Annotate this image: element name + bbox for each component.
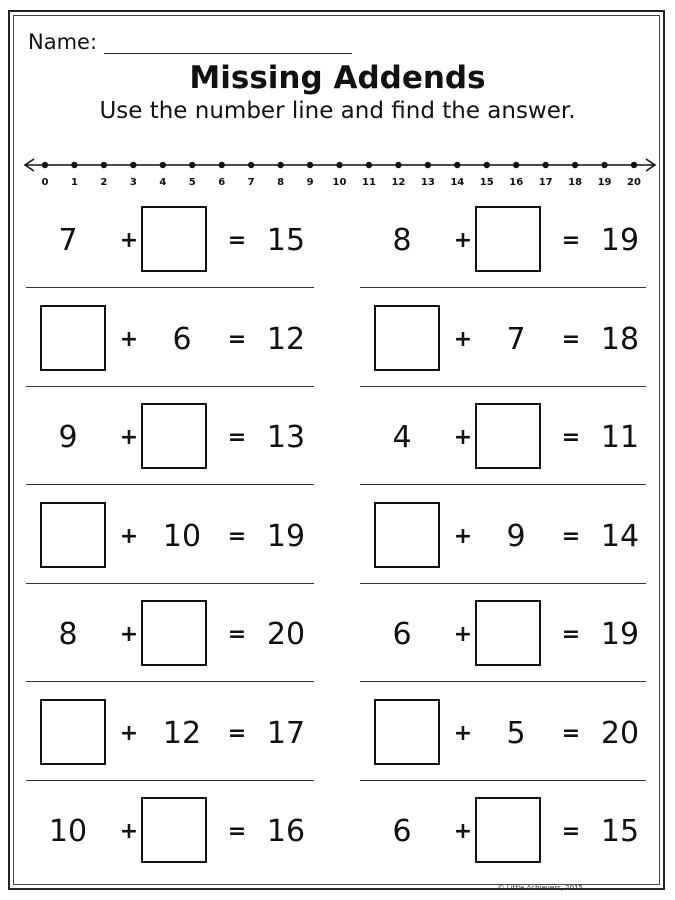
addend: 6 (392, 617, 412, 652)
addend: 9 (58, 420, 78, 455)
sum: 11 (600, 420, 640, 455)
number-line-dot (601, 162, 607, 168)
equals-sign: = (227, 425, 247, 450)
answer-box[interactable] (475, 403, 541, 469)
plus-sign: + (119, 425, 139, 450)
sum: 20 (600, 715, 640, 751)
row-divider (360, 484, 646, 485)
problem (28, 405, 318, 475)
sum: 17 (266, 715, 306, 751)
plus-sign: + (119, 622, 139, 647)
sum: 20 (266, 617, 306, 652)
problem (28, 208, 318, 278)
equals-sign: = (561, 720, 581, 746)
row-divider (360, 583, 646, 584)
number-line-dot (513, 162, 519, 168)
equals-sign: = (227, 326, 247, 352)
row-divider (26, 386, 314, 387)
plus-sign: + (119, 720, 139, 746)
number-line-label: 6 (218, 177, 226, 188)
answer-box[interactable] (141, 600, 207, 666)
equals-sign: = (561, 622, 581, 647)
row-divider (360, 386, 646, 387)
plus-sign: + (453, 819, 473, 844)
addend: 12 (162, 715, 202, 751)
number-line-dot (454, 162, 460, 168)
equals-sign: = (227, 819, 247, 844)
addend: 5 (506, 715, 526, 751)
plus-sign: + (453, 720, 473, 746)
answer-box[interactable] (141, 206, 207, 272)
equals-sign: = (227, 622, 247, 647)
sum: 19 (600, 617, 640, 652)
number-line-label: 14 (450, 177, 465, 188)
plus-sign: + (453, 425, 473, 450)
answer-box[interactable] (141, 797, 207, 863)
sum: 16 (266, 814, 306, 849)
equals-sign: = (227, 228, 247, 253)
name-label: Name: (28, 30, 98, 54)
sum: 12 (266, 321, 306, 357)
answer-box[interactable] (374, 305, 440, 371)
number-line-label: 17 (538, 177, 553, 188)
plus-sign: + (119, 819, 139, 844)
equals-sign: = (561, 425, 581, 450)
problem (28, 307, 318, 377)
plus-sign: + (119, 523, 139, 549)
equals-sign: = (227, 523, 247, 549)
problem (28, 504, 318, 574)
worksheet-title: Missing Addends (189, 60, 486, 96)
number-line-dot (130, 162, 136, 168)
problem (362, 701, 652, 771)
addend: 6 (172, 321, 192, 357)
addend: 10 (48, 814, 88, 849)
row-divider (26, 780, 314, 781)
problem (28, 799, 318, 869)
number-line-label: 9 (306, 177, 314, 188)
sum: 18 (600, 321, 640, 357)
number-line-label: 13 (420, 177, 435, 188)
number-line-dot (336, 162, 342, 168)
number-line-label: 18 (568, 177, 583, 188)
equals-sign: = (561, 326, 581, 352)
number-line-dot (277, 162, 283, 168)
number-line-label: 16 (509, 177, 524, 188)
number-line-dot (366, 162, 372, 168)
row-divider (360, 681, 646, 682)
number-line-label: 20 (627, 177, 641, 188)
addend: 8 (392, 223, 412, 258)
plus-sign: + (453, 622, 473, 647)
number-line-dot (631, 162, 637, 168)
name-field[interactable] (104, 53, 352, 54)
number-line-dot (219, 162, 225, 168)
number-line (20, 150, 660, 195)
plus-sign: + (453, 228, 473, 253)
number-line-dot (425, 162, 431, 168)
plus-sign: + (453, 326, 473, 352)
answer-box[interactable] (475, 600, 541, 666)
answer-box[interactable] (475, 797, 541, 863)
row-divider (26, 484, 314, 485)
problem (362, 602, 652, 672)
number-line-dot (160, 162, 166, 168)
number-line-label: 7 (247, 177, 255, 188)
answer-box[interactable] (40, 305, 106, 371)
sum: 15 (266, 223, 306, 258)
sum: 14 (600, 518, 640, 554)
number-line-dot (395, 162, 401, 168)
number-line-label: 2 (100, 177, 108, 188)
number-line-label: 8 (277, 177, 285, 188)
equals-sign: = (561, 819, 581, 844)
problem (362, 307, 652, 377)
answer-box[interactable] (40, 502, 106, 568)
row-divider (26, 583, 314, 584)
sum: 13 (266, 420, 306, 455)
number-line-label: 4 (159, 177, 167, 188)
answer-box[interactable] (40, 699, 106, 765)
problem (362, 208, 652, 278)
addend: 4 (392, 420, 412, 455)
problem (28, 602, 318, 672)
answer-box[interactable] (475, 206, 541, 272)
number-line-label: 3 (129, 177, 137, 188)
problem (362, 405, 652, 475)
addend: 9 (506, 518, 526, 554)
number-line-label: 19 (597, 177, 612, 188)
addend: 6 (392, 814, 412, 849)
number-line-dot (101, 162, 107, 168)
row-divider (360, 287, 646, 288)
plus-sign: + (119, 326, 139, 352)
row-divider (26, 287, 314, 288)
number-line-dot (248, 162, 254, 168)
number-line-dot (307, 162, 313, 168)
number-line-label: 5 (188, 177, 196, 188)
number-line-label: 0 (41, 177, 49, 188)
worksheet-instructions: Use the number line and find the answer. (99, 98, 576, 124)
number-line-dot (572, 162, 578, 168)
number-line-label: 12 (391, 177, 406, 188)
problem (362, 504, 652, 574)
number-line-dot (42, 162, 48, 168)
sum: 15 (600, 814, 640, 849)
plus-sign: + (453, 523, 473, 549)
sum: 19 (266, 518, 306, 554)
copyright: © Little Achievers, 2015 (497, 884, 583, 892)
answer-box[interactable] (141, 403, 207, 469)
row-divider (26, 681, 314, 682)
number-line-label: 10 (332, 177, 347, 188)
equals-sign: = (561, 228, 581, 253)
sum: 19 (600, 223, 640, 258)
problem (28, 701, 318, 771)
addend: 7 (58, 223, 78, 258)
equals-sign: = (227, 720, 247, 746)
number-line-label: 11 (361, 177, 376, 188)
number-line-label: 1 (70, 177, 78, 188)
number-line-dot (189, 162, 195, 168)
number-line-dot (71, 162, 77, 168)
number-line-dot (542, 162, 548, 168)
plus-sign: + (119, 228, 139, 253)
number-line-dot (484, 162, 490, 168)
answer-box[interactable] (374, 502, 440, 568)
addend: 10 (162, 518, 202, 554)
answer-box[interactable] (374, 699, 440, 765)
addend: 8 (58, 617, 78, 652)
addend: 7 (506, 321, 526, 357)
equals-sign: = (561, 523, 581, 549)
row-divider (360, 780, 646, 781)
number-line-label: 15 (479, 177, 494, 188)
problem (362, 799, 652, 869)
